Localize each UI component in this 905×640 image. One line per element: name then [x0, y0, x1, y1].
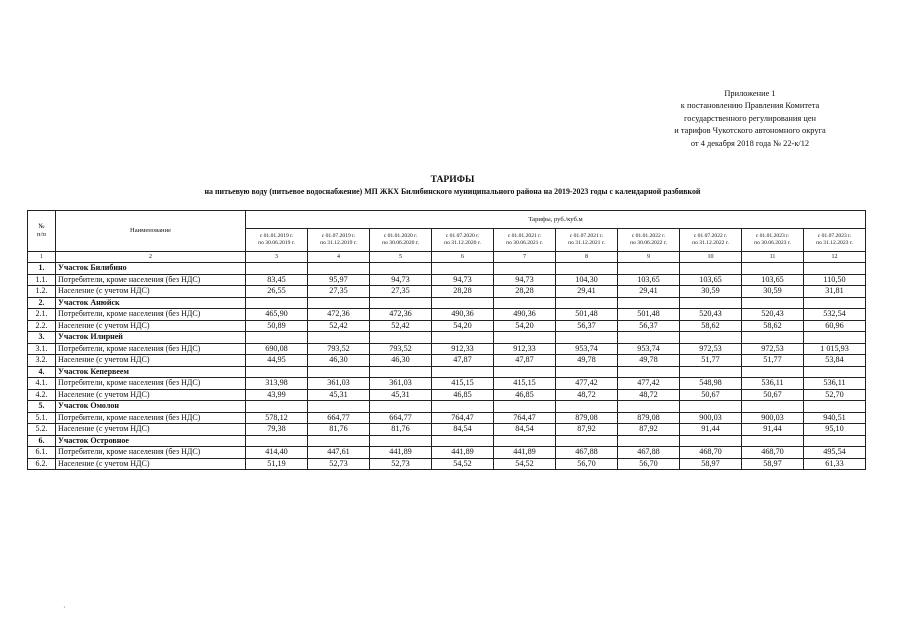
empty-cell: [680, 401, 742, 413]
empty-cell: [246, 297, 308, 309]
tariff-value: 95,10: [804, 424, 866, 436]
empty-cell: [308, 297, 370, 309]
row-name: Население (с учетом НДС): [56, 320, 246, 332]
empty-cell: [804, 263, 866, 275]
tariff-value: 60,96: [804, 320, 866, 332]
empty-cell: [804, 332, 866, 344]
row-number: 6.2.: [28, 458, 56, 470]
tariff-value: 27,35: [370, 286, 432, 298]
empty-cell: [556, 297, 618, 309]
empty-cell: [556, 263, 618, 275]
row-name: Потребители, кроме населения (без НДС): [56, 412, 246, 424]
empty-cell: [432, 366, 494, 378]
tariff-value: 490,36: [432, 309, 494, 321]
empty-cell: [432, 297, 494, 309]
section-row: [28, 263, 866, 275]
tariff-value: 30,59: [680, 286, 742, 298]
tariff-value: 477,42: [618, 378, 680, 390]
empty-cell: [742, 401, 804, 413]
period-header: с 01.01.2020 г. по 30.06.2020 г.: [370, 229, 432, 252]
tariff-value: 52,70: [804, 389, 866, 401]
row-name: Потребители, кроме населения (без НДС): [56, 447, 246, 459]
tariff-value: 45,31: [370, 389, 432, 401]
col-header-num: № п/п: [28, 211, 56, 252]
tariff-value: 415,15: [494, 378, 556, 390]
tariff-value: 313,98: [246, 378, 308, 390]
tariff-value: 495,54: [804, 447, 866, 459]
tariff-value: 54,20: [432, 320, 494, 332]
row-number: 1.2.: [28, 286, 56, 298]
empty-cell: [494, 263, 556, 275]
tariff-value: 972,53: [742, 343, 804, 355]
tariff-value: 94,73: [494, 274, 556, 286]
tariff-value: 84,54: [432, 424, 494, 436]
tariff-value: 472,36: [308, 309, 370, 321]
empty-cell: [246, 435, 308, 447]
tariff-value: 48,72: [556, 389, 618, 401]
row-name: Население (с учетом НДС): [56, 424, 246, 436]
tariff-value: 490,36: [494, 309, 556, 321]
column-number: 6: [432, 252, 494, 263]
tariff-value: 91,44: [742, 424, 804, 436]
table-row: [28, 412, 866, 424]
empty-cell: [680, 332, 742, 344]
tariff-value: 110,50: [804, 274, 866, 286]
tariff-value: 46,30: [308, 355, 370, 367]
period-header: с 01.07.2021 г. по 31.12.2021 г.: [556, 229, 618, 252]
column-number: 4: [308, 252, 370, 263]
appendix-line: и тарифов Чукотского автономного округа: [674, 126, 826, 136]
tariff-value: 536,11: [742, 378, 804, 390]
empty-cell: [494, 366, 556, 378]
col-header-tariffs: Тарифы, руб./куб.м: [246, 211, 866, 229]
table-body: [28, 211, 866, 470]
table-row: [28, 320, 866, 332]
appendix-line: к постановлению Правления Комитета: [680, 101, 820, 111]
tariff-value: 49,78: [618, 355, 680, 367]
period-header: с 01.01.2019 г. по 30.06.2019 г.: [246, 229, 308, 252]
tariff-value: 690,08: [246, 343, 308, 355]
tariff-value: 52,73: [308, 458, 370, 470]
tariff-value: 56,37: [618, 320, 680, 332]
tariff-value: 972,53: [680, 343, 742, 355]
empty-cell: [804, 401, 866, 413]
tariff-value: 28,28: [494, 286, 556, 298]
table-row: [28, 389, 866, 401]
tariff-table: [27, 210, 866, 470]
table-row: [28, 286, 866, 298]
tariff-value: 58,97: [680, 458, 742, 470]
empty-cell: [370, 435, 432, 447]
tariff-value: 441,89: [370, 447, 432, 459]
row-number: 3.1.: [28, 343, 56, 355]
row-number: 4.2.: [28, 389, 56, 401]
tariff-value: 53,84: [804, 355, 866, 367]
tariff-value: 28,28: [432, 286, 494, 298]
tariff-value: 79,38: [246, 424, 308, 436]
scan-speck: ·: [63, 603, 66, 612]
empty-cell: [804, 297, 866, 309]
tariff-value: 54,52: [432, 458, 494, 470]
tariff-value: 447,61: [308, 447, 370, 459]
empty-cell: [742, 263, 804, 275]
empty-cell: [370, 366, 432, 378]
tariff-value: 664,77: [370, 412, 432, 424]
section-title: Участок Кепервеем: [56, 366, 246, 378]
tariff-value: 91,44: [680, 424, 742, 436]
empty-cell: [556, 401, 618, 413]
empty-cell: [432, 263, 494, 275]
tariff-value: 1 015,93: [804, 343, 866, 355]
tariff-value: 46,30: [370, 355, 432, 367]
empty-cell: [308, 401, 370, 413]
tariff-value: 31,81: [804, 286, 866, 298]
row-name: Население (с учетом НДС): [56, 389, 246, 401]
tariff-value: 536,11: [804, 378, 866, 390]
tariff-value: 94,73: [370, 274, 432, 286]
row-number: 3.2.: [28, 355, 56, 367]
tariff-value: 465,90: [246, 309, 308, 321]
row-number: 1.1.: [28, 274, 56, 286]
tariff-value: 361,03: [370, 378, 432, 390]
row-name: Население (с учетом НДС): [56, 286, 246, 298]
empty-cell: [246, 401, 308, 413]
empty-cell: [432, 435, 494, 447]
table-row: [28, 274, 866, 286]
empty-cell: [246, 332, 308, 344]
row-number: 5.2.: [28, 424, 56, 436]
row-name: Население (с учетом НДС): [56, 355, 246, 367]
tariff-value: 103,65: [618, 274, 680, 286]
tariff-value: 50,67: [742, 389, 804, 401]
tariff-value: 81,76: [308, 424, 370, 436]
empty-cell: [308, 332, 370, 344]
tariff-value: 81,76: [370, 424, 432, 436]
table-row: [28, 355, 866, 367]
tariff-value: 664,77: [308, 412, 370, 424]
section-row: [28, 401, 866, 413]
empty-cell: [308, 366, 370, 378]
section-title: Участок Анюйск: [56, 297, 246, 309]
tariff-value: 472,36: [370, 309, 432, 321]
empty-cell: [370, 297, 432, 309]
empty-cell: [246, 263, 308, 275]
tariff-value: 912,33: [494, 343, 556, 355]
section-number: 6.: [28, 435, 56, 447]
section-title: Участок Островное: [56, 435, 246, 447]
empty-cell: [308, 263, 370, 275]
tariff-value: 61,33: [804, 458, 866, 470]
row-number: 2.2.: [28, 320, 56, 332]
empty-cell: [618, 366, 680, 378]
row-name: Потребители, кроме населения (без НДС): [56, 309, 246, 321]
section-row: [28, 297, 866, 309]
column-number: 5: [370, 252, 432, 263]
tariff-value: 51,77: [680, 355, 742, 367]
tariff-value: 940,51: [804, 412, 866, 424]
empty-cell: [494, 435, 556, 447]
empty-cell: [556, 366, 618, 378]
tariff-value: 953,74: [618, 343, 680, 355]
tariff-value: 467,88: [618, 447, 680, 459]
empty-cell: [370, 332, 432, 344]
empty-cell: [742, 366, 804, 378]
row-name: Потребители, кроме населения (без НДС): [56, 378, 246, 390]
section-number: 1.: [28, 263, 56, 275]
tariff-value: 43,99: [246, 389, 308, 401]
row-number: 5.1.: [28, 412, 56, 424]
period-header: с 01.01.2022 г. по 30.06.2022 г.: [618, 229, 680, 252]
tariff-value: 900,03: [742, 412, 804, 424]
tariff-value: 56,37: [556, 320, 618, 332]
section-title: Участок Омолон: [56, 401, 246, 413]
empty-cell: [432, 332, 494, 344]
tariff-value: 764,47: [432, 412, 494, 424]
tariff-value: 52,42: [308, 320, 370, 332]
tariff-value: 51,77: [742, 355, 804, 367]
section-number: 2.: [28, 297, 56, 309]
tariff-value: 83,45: [246, 274, 308, 286]
empty-cell: [680, 366, 742, 378]
appendix-line: Приложение 1: [724, 89, 776, 98]
tariff-value: 414,40: [246, 447, 308, 459]
empty-cell: [618, 332, 680, 344]
tariff-value: 54,20: [494, 320, 556, 332]
tariff-value: 532,54: [804, 309, 866, 321]
tariff-value: 520,43: [680, 309, 742, 321]
tariff-value: 477,42: [556, 378, 618, 390]
section-row: [28, 366, 866, 378]
header-row-top: [28, 211, 866, 229]
document-subtitle: на питьевую воду (питьевое водоснабжение) МП ЖКХ Билибинского муниципального района на 2019-2023 годы с календарной разбивкой: [204, 187, 701, 196]
section-row: [28, 435, 866, 447]
title-block: [0, 174, 905, 197]
period-header: с 01.07.2020 г. по 31.12.2020 г.: [432, 229, 494, 252]
tariff-value: 84,54: [494, 424, 556, 436]
empty-cell: [494, 297, 556, 309]
tariff-value: 104,30: [556, 274, 618, 286]
tariff-value: 46,85: [432, 389, 494, 401]
tariff-value: 45,31: [308, 389, 370, 401]
row-number: 6.1.: [28, 447, 56, 459]
tariff-value: 94,73: [432, 274, 494, 286]
empty-cell: [680, 263, 742, 275]
section-title: Участок Билибино: [56, 263, 246, 275]
tariff-value: 30,59: [742, 286, 804, 298]
tariff-value: 441,89: [432, 447, 494, 459]
empty-cell: [618, 401, 680, 413]
tariff-value: 54,52: [494, 458, 556, 470]
empty-cell: [742, 435, 804, 447]
row-number: 2.1.: [28, 309, 56, 321]
appendix-block: [640, 88, 860, 150]
section-title: Участок Илирней: [56, 332, 246, 344]
tariff-value: 56,70: [556, 458, 618, 470]
tariff-value: 900,03: [680, 412, 742, 424]
tariff-value: 49,78: [556, 355, 618, 367]
empty-cell: [432, 401, 494, 413]
tariff-value: 578,12: [246, 412, 308, 424]
section-number: 3.: [28, 332, 56, 344]
tariff-value: 361,03: [308, 378, 370, 390]
document-title: ТАРИФЫ: [430, 174, 475, 185]
tariff-value: 58,62: [680, 320, 742, 332]
table-row: [28, 458, 866, 470]
col-header-name: Наименование: [56, 211, 246, 252]
tariff-value: 793,52: [308, 343, 370, 355]
tariff-value: 44,95: [246, 355, 308, 367]
column-number-row: [28, 252, 866, 263]
tariff-value: 468,70: [742, 447, 804, 459]
period-header: с 01.07.2023 г. по 31.12.2023 г.: [804, 229, 866, 252]
tariff-value: 441,89: [494, 447, 556, 459]
tariff-value: 46,85: [494, 389, 556, 401]
column-number: 2: [56, 252, 246, 263]
tariff-value: 87,92: [618, 424, 680, 436]
empty-cell: [556, 435, 618, 447]
row-name: Потребители, кроме населения (без НДС): [56, 274, 246, 286]
tariff-value: 56,70: [618, 458, 680, 470]
tariff-value: 87,92: [556, 424, 618, 436]
row-number: 4.1.: [28, 378, 56, 390]
table-row: [28, 424, 866, 436]
empty-cell: [618, 263, 680, 275]
row-name: Потребители, кроме населения (без НДС): [56, 343, 246, 355]
table-row: [28, 447, 866, 459]
tariff-value: 50,89: [246, 320, 308, 332]
tariff-value: 47,87: [494, 355, 556, 367]
tariff-value: 52,42: [370, 320, 432, 332]
column-number: 11: [742, 252, 804, 263]
empty-cell: [680, 297, 742, 309]
column-number: 9: [618, 252, 680, 263]
section-number: 5.: [28, 401, 56, 413]
tariff-value: 793,52: [370, 343, 432, 355]
tariff-value: 912,33: [432, 343, 494, 355]
table-row: [28, 309, 866, 321]
tariff-value: 548,98: [680, 378, 742, 390]
period-header: с 01.01.2023 г. по 30.06.2023 г.: [742, 229, 804, 252]
tariff-value: 29,41: [556, 286, 618, 298]
tariff-value: 47,87: [432, 355, 494, 367]
empty-cell: [618, 297, 680, 309]
empty-cell: [804, 366, 866, 378]
empty-cell: [308, 435, 370, 447]
empty-cell: [556, 332, 618, 344]
tariff-value: 520,43: [742, 309, 804, 321]
period-header: с 01.01.2021 г. по 30.06.2021 г.: [494, 229, 556, 252]
tariff-value: 501,48: [556, 309, 618, 321]
empty-cell: [742, 332, 804, 344]
column-number: 10: [680, 252, 742, 263]
empty-cell: [370, 263, 432, 275]
tariff-value: 26,55: [246, 286, 308, 298]
column-number: 7: [494, 252, 556, 263]
tariff-value: 764,47: [494, 412, 556, 424]
section-number: 4.: [28, 366, 56, 378]
empty-cell: [494, 332, 556, 344]
empty-cell: [680, 435, 742, 447]
tariff-value: 467,88: [556, 447, 618, 459]
empty-cell: [370, 401, 432, 413]
tariff-value: 103,65: [680, 274, 742, 286]
tariff-value: 29,41: [618, 286, 680, 298]
column-number: 12: [804, 252, 866, 263]
row-name: Население (с учетом НДС): [56, 458, 246, 470]
empty-cell: [618, 435, 680, 447]
column-number: 1: [28, 252, 56, 263]
tariff-value: 879,08: [556, 412, 618, 424]
table-row: [28, 343, 866, 355]
period-header: с 01.07.2022 г. по 31.12.2022 г.: [680, 229, 742, 252]
period-header: с 01.07.2019 г. по 31.12.2019 г.: [308, 229, 370, 252]
column-number: 8: [556, 252, 618, 263]
tariff-value: 52,73: [370, 458, 432, 470]
tariff-value: 879,08: [618, 412, 680, 424]
tariff-value: 48,72: [618, 389, 680, 401]
tariff-value: 51,19: [246, 458, 308, 470]
tariff-value: 468,70: [680, 447, 742, 459]
tariff-value: 103,65: [742, 274, 804, 286]
tariff-value: 58,97: [742, 458, 804, 470]
empty-cell: [742, 297, 804, 309]
table-row: [28, 378, 866, 390]
column-number: 3: [246, 252, 308, 263]
tariff-value: 501,48: [618, 309, 680, 321]
empty-cell: [804, 435, 866, 447]
appendix-line: государственного регулирования цен: [683, 113, 817, 123]
appendix-line: от 4 декабря 2018 года № 22-к/12: [690, 138, 810, 148]
tariff-value: 953,74: [556, 343, 618, 355]
tariff-value: 27,35: [308, 286, 370, 298]
empty-cell: [494, 401, 556, 413]
tariff-value: 58,62: [742, 320, 804, 332]
tariff-value: 95,97: [308, 274, 370, 286]
tariff-value: 50,67: [680, 389, 742, 401]
tariff-value: 415,15: [432, 378, 494, 390]
section-row: [28, 332, 866, 344]
empty-cell: [246, 366, 308, 378]
